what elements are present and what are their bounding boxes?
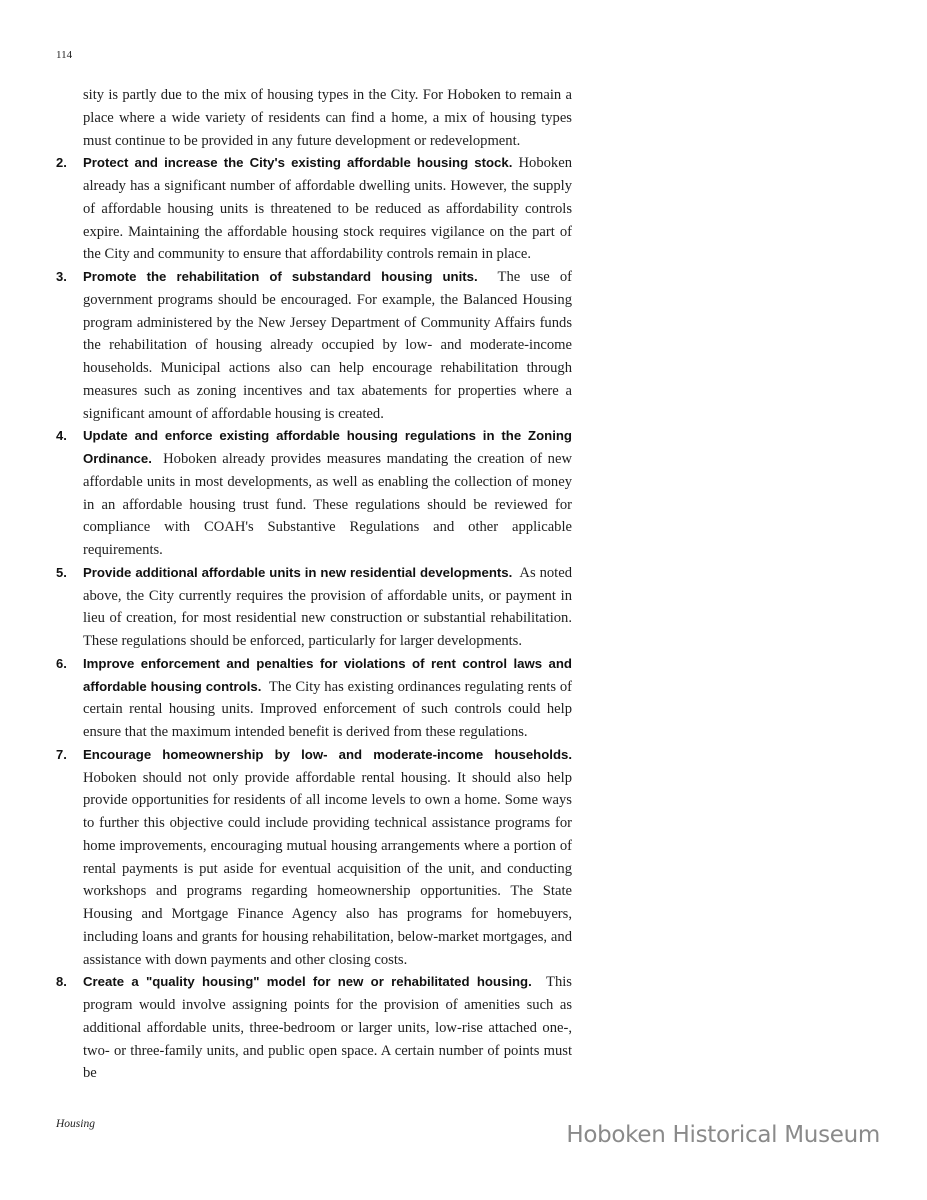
- item-body: This program would involve assigning points for the provision of amenities such as additional affordable units, three-bedroom or larger units, low-rise attached one-, two- or three-family units, and public open space. A certain number of points must be: [83, 974, 572, 1082]
- document-body: [56, 84, 572, 1085]
- item-number: 7.: [56, 746, 67, 762]
- item-heading: Update and enforce existing affordable housing regulations in the Zoning Ordinance.: [83, 428, 572, 466]
- list-item: [56, 152, 572, 266]
- item-body: The City has existing ordinances regulating rents of certain rental housing units. Improved enforcement of such controls could help ensure that the maximum intended benefit is derived from these regulations.: [83, 678, 573, 740]
- list-item: [56, 425, 572, 562]
- item-heading: Provide additional affordable units in new residential developments.: [83, 564, 513, 580]
- watermark: Hoboken Historical Museum: [566, 1122, 880, 1148]
- item-body: The use of government programs should be encouraged. For example, the Balanced Housing program administered by the New Jersey Department of Community Affairs funds the rehabilitation of housing already occupied by low- and moderate-income households. Municipal actions also can help encourage rehabilitation through measures such as zoning incentives and tax abatements for properties where a significant amount of affordable housing is created.: [83, 269, 572, 422]
- item-number: 8.: [56, 974, 67, 990]
- item-body: Hoboken should not only provide affordable rental housing. It should also help provide opportunities for residents of all income levels to own a home. Some ways to further this objective could include providing technical assistance programs for home improvements, encouraging mutual housing arrangements where a portion of rental payments is put aside for eventual acquisition of the unit, and conducting workshops and programs regarding homeownership opportunities. The State Housing and Mortgage Finance Agency also has programs for homebuyers, including loans and grants for housing rehabilitation, below-market mortgages, and assistance with down payments and other closing costs.: [83, 769, 572, 968]
- list-item: [56, 266, 572, 425]
- item-body: Hoboken already provides measures mandating the creation of new affordable units in most developments, as well as enabling the collection of money in an affordable housing trust fund. These regulations should be reviewed for compliance with COAH's Substantive Regulations and other applicable requirements.: [83, 451, 572, 558]
- item-number: 2.: [56, 155, 67, 171]
- item-number: 6.: [56, 655, 67, 671]
- item-heading: Promote the rehabilitation of substandard housing units.: [83, 269, 478, 284]
- list-item: [56, 562, 572, 653]
- list-item: [56, 971, 572, 1085]
- item-number: 4.: [56, 428, 67, 444]
- item-number: 3.: [56, 269, 67, 284]
- list-item: [56, 653, 572, 744]
- list-item: [56, 744, 572, 972]
- item-heading: Protect and increase the City's existing affordable housing stock.: [83, 155, 513, 171]
- item-number: 5.: [56, 564, 67, 580]
- item-heading: Improve enforcement and penalties for violations of rent control laws and affordable housing controls.: [83, 655, 572, 694]
- continuation-paragraph: sity is partly due to the mix of housing types in the City. For Hoboken to remain a place where a wide variety of residents can find a home, a mix of housing types must continue to be provided in any future development or redevelopment.: [83, 87, 572, 149]
- item-body: Hoboken already has a significant number of affordable dwelling units. However, the supply of affordable housing units is threatened to be reduced as affordability controls expire. Maintaining the affordable housing stock requires vigilance on the part of the City and community to ensure that affordability controls remain in place.: [83, 155, 572, 263]
- item-body: As noted above, the City currently requires the provision of affordable units, or payment in lieu of creation, for most residential new construction or substantial rehabilitation. These regulations should be enforced, particularly for larger developments.: [83, 564, 572, 649]
- item-heading: Create a "quality housing" model for new or rehabilitated housing.: [83, 974, 532, 990]
- item-heading: Encourage homeownership by low- and moderate-income households.: [83, 746, 572, 762]
- section-footer: Housing: [56, 1118, 95, 1130]
- page-number: 114: [56, 49, 73, 61]
